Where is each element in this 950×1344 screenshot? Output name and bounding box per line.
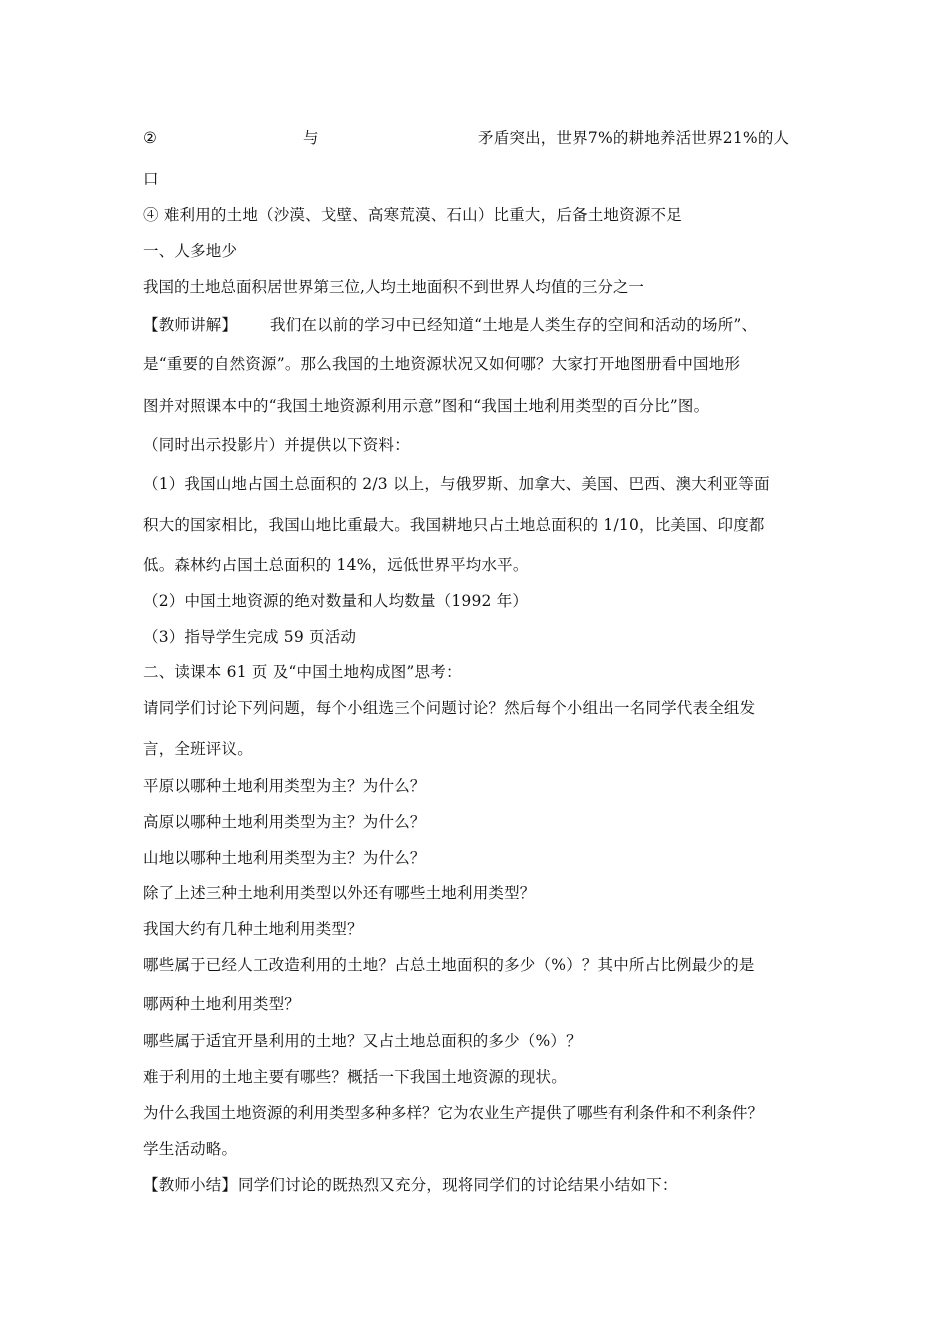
paragraph-total-area: 我国的土地总面积居世界第三位,人均土地面积不到世界人均值的三分之一 <box>143 278 644 296</box>
connector-word: 与 <box>303 129 319 147</box>
line-item-2 <box>143 128 823 148</box>
list-item-3: （3）指导学生完成 59 页活动 <box>143 628 357 646</box>
teacher-summary-line <box>143 1175 823 1195</box>
question-plain: 平原以哪种土地利用类型为主？为什么？ <box>143 777 426 795</box>
question-hard-to-use: 难于利用的土地主要有哪些？概括一下我国土地资源的现状。 <box>143 1068 567 1086</box>
question-mountain: 山地以哪种土地利用类型为主？为什么？ <box>143 849 426 867</box>
item-marker-2: ② <box>143 129 158 147</box>
question-modified-line-2: 哪两种土地利用类型？ <box>143 995 301 1013</box>
question-plateau: 高原以哪种土地利用类型为主？为什么？ <box>143 813 426 831</box>
line-item-4: ④ 难利用的土地（沙漠、戈壁、高寒荒漠、石山）比重大，后备土地资源不足 <box>143 206 682 224</box>
paragraph-explain-4: （同时出示投影片）并提供以下资料： <box>143 436 410 454</box>
teacher-summary-text: 同学们讨论的既热烈又充分，现将同学们的讨论结果小结如下： <box>238 1176 678 1194</box>
list-item-2: （2）中国土地资源的绝对数量和人均数量（1992 年） <box>143 592 529 610</box>
paragraph-discuss-1: 请同学们讨论下列问题，每个小组选三个问题讨论？然后每个小组出一名同学代表全组发 <box>143 699 756 717</box>
question-why: 为什么我国土地资源的利用类型多种多样？它为农业生产提供了哪些有利条件和不利条件？ <box>143 1104 764 1122</box>
list-item-1-line-3: 低。森林约占国土总面积的 14%，远低世界平均水平。 <box>143 556 529 574</box>
line-item-2-continued: 口 <box>143 170 159 188</box>
paragraph-activity: 学生活动略。 <box>143 1140 238 1158</box>
question-other-types: 除了上述三种土地利用类型以外还有哪些土地利用类型？ <box>143 884 536 902</box>
section-heading-1: 一、人多地少 <box>143 242 238 260</box>
question-suitable: 哪些属于适宜开垦利用的土地？又占土地总面积的多少（%）？ <box>143 1032 582 1050</box>
list-item-1-line-1: （1）我国山地占国土总面积的 2/3 以上，与俄罗斯、加拿大、美国、巴西、澳大利亚等面 <box>143 475 770 493</box>
paragraph-explain-3: 图并对照课本中的“我国土地资源利用示意”图和“我国土地利用类型的百分比”图。 <box>143 397 710 415</box>
teacher-summary-tag: 【教师小结】 <box>143 1176 238 1194</box>
question-how-many: 我国大约有几种土地利用类型？ <box>143 920 363 938</box>
section-heading-2: 二、读课本 61 页 及“中国土地构成图”思考： <box>143 663 462 681</box>
item-2-text: 矛盾突出，世界7%的耕地养活世界21%的人 <box>478 129 790 147</box>
teacher-explain-tag: 【教师讲解】 <box>143 316 238 334</box>
teacher-explain-line <box>143 315 823 335</box>
teacher-explain-text: 我们在以前的学习中已经知道“土地是人类生存的空间和活动的场所”、 <box>270 316 758 334</box>
list-item-1-line-2: 积大的国家相比，我国山地比重最大。我国耕地只占土地总面积的 1/10，比美国、印度都 <box>143 516 765 534</box>
paragraph-discuss-2: 言，全班评议。 <box>143 740 253 758</box>
question-modified-line-1: 哪些属于已经人工改造利用的土地？占总土地面积的多少（%）？其中所占比例最少的是 <box>143 956 755 974</box>
paragraph-explain-2: 是“重要的自然资源”。那么我国的土地资源状况又如何哪？大家打开地图册看中国地形 <box>143 355 741 373</box>
